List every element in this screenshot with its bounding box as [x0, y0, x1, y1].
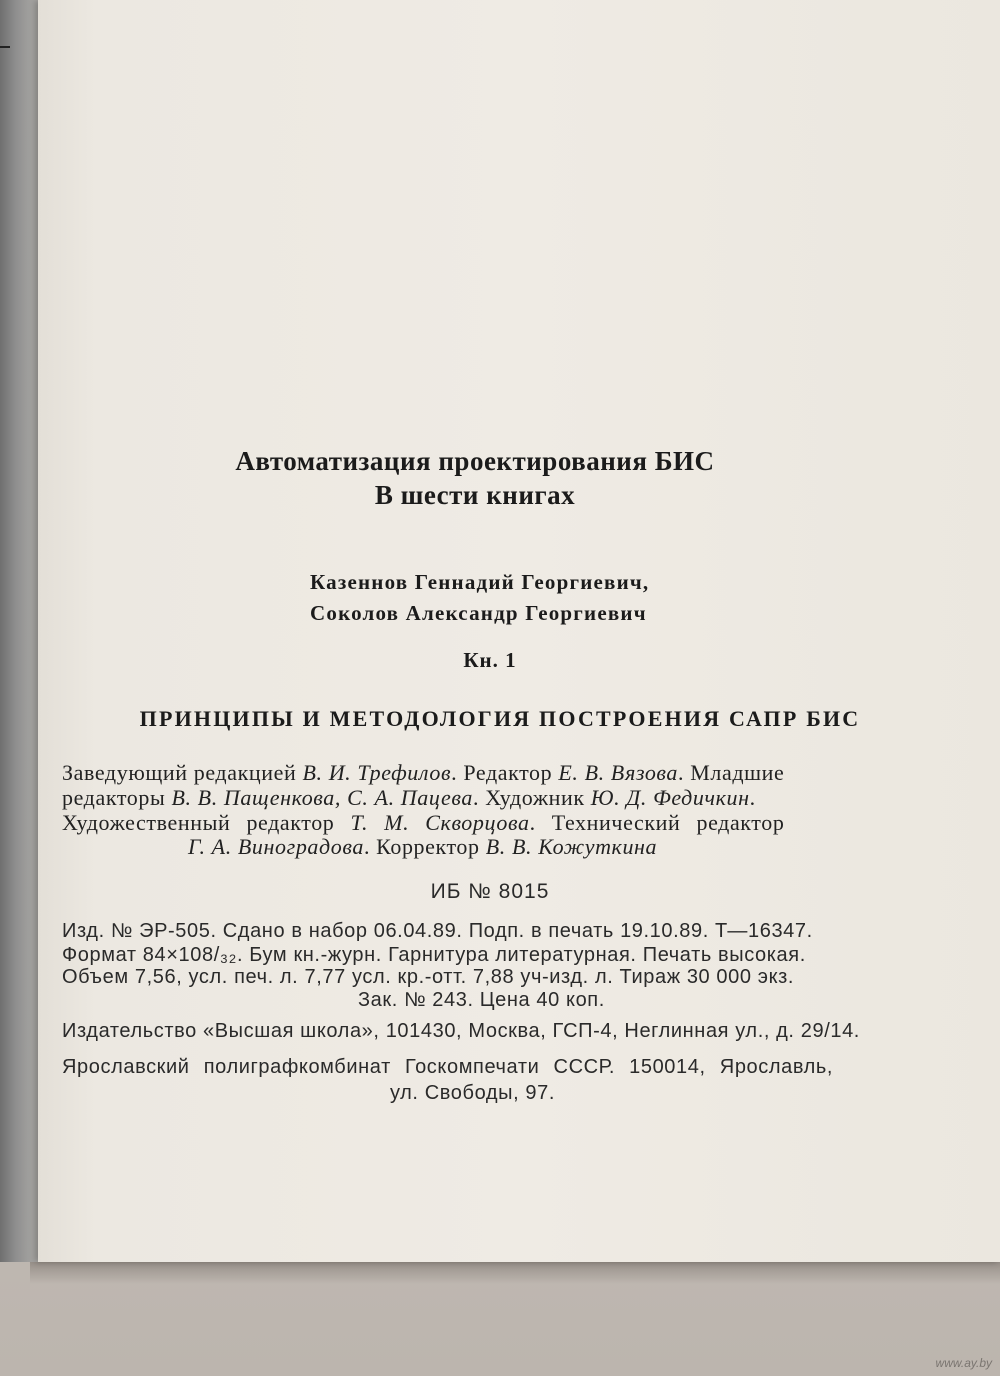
staff-line-1	[62, 760, 784, 786]
staff-name: Ю. Д. Федичкин	[590, 785, 750, 810]
book-number: Кн. 1	[463, 648, 517, 672]
watermark: www.ay.by	[935, 1356, 992, 1370]
staff-name: В. В. Кожуткина	[485, 834, 658, 859]
staff-role-text: Художественный редактор	[62, 810, 351, 835]
page-shadow	[30, 1262, 1000, 1284]
staff-role-text: редакторы	[62, 785, 172, 810]
author-line-1: Казеннов Геннадий Георгиевич,	[310, 570, 650, 594]
series-title: Автоматизация проектирования БИС	[235, 446, 715, 476]
staff-name: Г. А. Виноградова	[188, 834, 364, 859]
staff-role-text: .	[749, 785, 756, 810]
staff-name: Т. М. Скворцова	[350, 810, 530, 835]
staff-line-3	[62, 810, 784, 836]
ib-number: ИБ № 8015	[430, 880, 550, 903]
imprint-line-1: Изд. № ЭР-505. Сдано в набор 06.04.89. Подп. в печать 19.10.89. Т—16347.	[62, 920, 813, 942]
staff-role-text: Заведующий редакцией	[62, 760, 303, 785]
staff-role-text: . Редактор	[451, 760, 559, 785]
printer-line-1: Ярославский полиграфкомбинат Госкомпечати СССР. 150014, Ярославль,	[62, 1056, 834, 1078]
staff-role-text: . Технический редактор	[529, 810, 785, 835]
imprint-line-2: Формат 84×108/₃₂. Бум кн.-журн. Гарнитура литературная. Печать высокая.	[62, 944, 806, 966]
staff-name: В. И. Трефилов	[302, 760, 452, 785]
staff-name: Е. В. Вязова	[558, 760, 679, 785]
book-title: ПРИНЦИПЫ И МЕТОДОЛОГИЯ ПОСТРОЕНИЯ САПР БИС	[139, 706, 861, 731]
imprint-line-3: Объем 7,56, усл. печ. л. 7,77 усл. кр.-отт. 7,88 уч-изд. л. Тираж 30 000 экз.	[62, 966, 795, 988]
publisher-line: Издательство «Высшая школа», 101430, Москва, ГСП-4, Неглинная ул., д. 29/14.	[62, 1020, 860, 1042]
staff-line-2	[62, 785, 756, 811]
imprint-line-4: Зак. № 243. Цена 40 коп.	[358, 989, 605, 1011]
author-line-2: Соколов Александр Георгиевич	[310, 601, 647, 625]
cover-mark	[0, 46, 10, 48]
staff-role-text: . Младшие	[678, 760, 785, 785]
staff-line-4	[188, 834, 657, 860]
staff-role-text: . Корректор	[363, 834, 486, 859]
printer-line-2: ул. Свободы, 97.	[390, 1082, 556, 1104]
staff-name: В. В. Пащенкова, С. А. Пацева	[171, 785, 474, 810]
staff-role-text: . Художник	[473, 785, 591, 810]
series-note: В шести книгах	[374, 480, 576, 510]
